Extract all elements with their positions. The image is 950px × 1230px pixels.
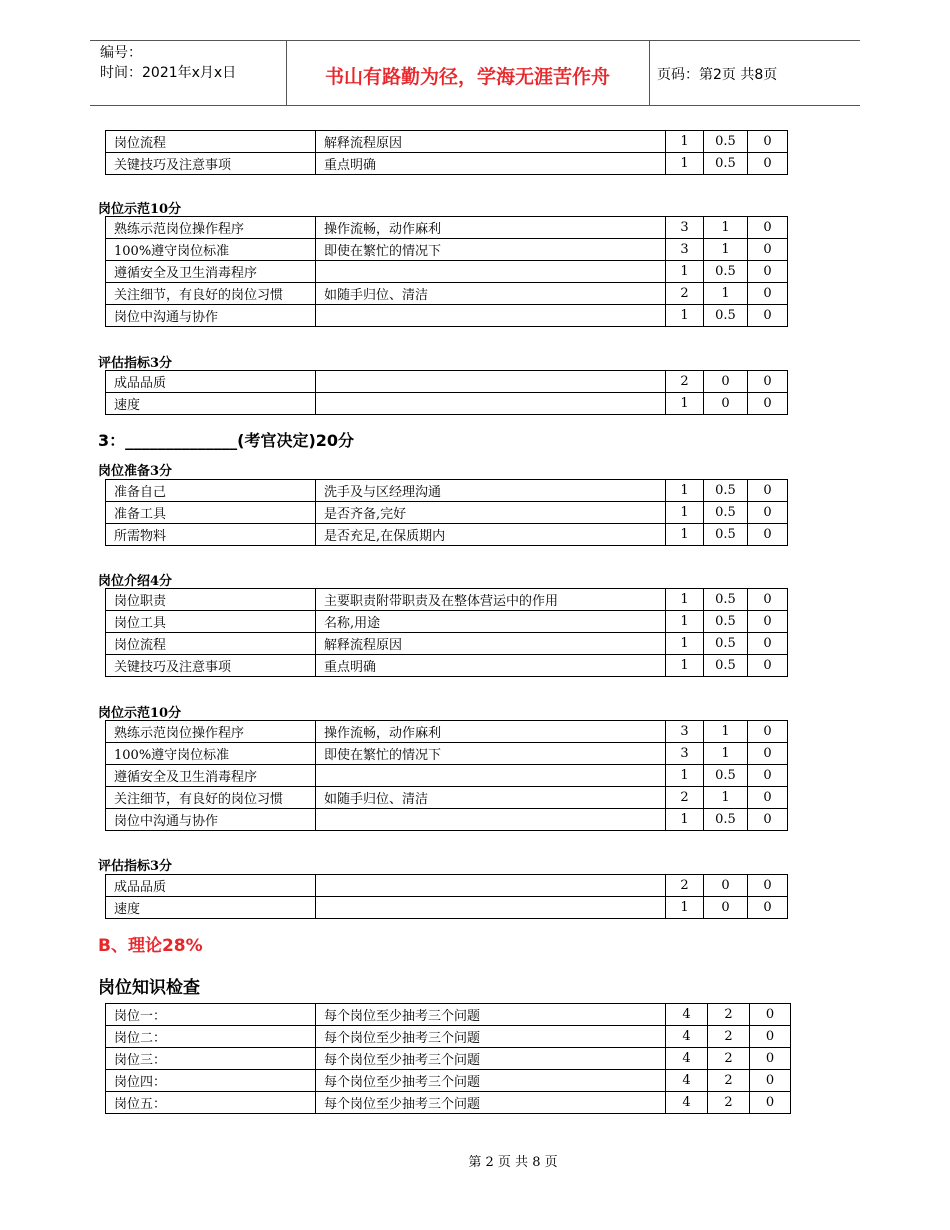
score-partial-cell: 0 bbox=[704, 875, 748, 897]
score-table bbox=[105, 874, 788, 919]
score-full-cell: 4 bbox=[666, 1092, 708, 1114]
item-cell: 关注细节，有良好的岗位习惯 bbox=[106, 787, 316, 809]
score-zero-cell: 0 bbox=[748, 371, 788, 393]
score-zero-cell: 0 bbox=[748, 239, 788, 261]
score-partial-cell: 1 bbox=[704, 217, 748, 239]
item-cell: 关注细节，有良好的岗位习惯 bbox=[106, 283, 316, 305]
item-cell: 关键技巧及注意事项 bbox=[106, 655, 316, 677]
item-cell: 岗位中沟通与协作 bbox=[106, 305, 316, 327]
table-row bbox=[106, 502, 788, 524]
score-full-cell: 1 bbox=[666, 524, 704, 546]
description-cell: 即使在繁忙的情况下 bbox=[316, 239, 666, 261]
section-title: 岗位准备3分 bbox=[98, 464, 173, 479]
score-zero-cell: 0 bbox=[748, 875, 788, 897]
table-row bbox=[106, 633, 788, 655]
item-cell: 准备自己 bbox=[106, 480, 316, 502]
description-cell bbox=[316, 897, 666, 919]
score-zero-cell: 0 bbox=[748, 283, 788, 305]
score-zero-cell: 0 bbox=[748, 809, 788, 831]
score-partial-cell: 0.5 bbox=[704, 305, 748, 327]
score-full-cell: 1 bbox=[666, 765, 704, 787]
table-row bbox=[106, 217, 788, 239]
description-cell: 主要职责附带职责及在整体营运中的作用 bbox=[316, 589, 666, 611]
table-row bbox=[106, 283, 788, 305]
score-zero-cell: 0 bbox=[750, 1026, 791, 1048]
description-cell: 如随手归位、清洁 bbox=[316, 283, 666, 305]
score-zero-cell: 0 bbox=[748, 393, 788, 415]
item-cell: 岗位一： bbox=[106, 1004, 316, 1026]
description-cell bbox=[316, 371, 666, 393]
section-title: 评估指标3分 bbox=[98, 356, 173, 371]
score-full-cell: 1 bbox=[666, 633, 704, 655]
table-row bbox=[106, 1092, 791, 1114]
score-full-cell: 1 bbox=[666, 611, 704, 633]
table-row bbox=[106, 809, 788, 831]
score-partial-cell: 0 bbox=[704, 371, 748, 393]
table-row bbox=[106, 239, 788, 261]
score-partial-cell: 1 bbox=[704, 743, 748, 765]
table-row bbox=[106, 524, 788, 546]
item-cell: 遵循安全及卫生消毒程序 bbox=[106, 765, 316, 787]
score-partial-cell: 2 bbox=[708, 1026, 750, 1048]
score-full-cell: 1 bbox=[666, 589, 704, 611]
section-title: 岗位示范10分 bbox=[98, 706, 182, 721]
description-cell bbox=[316, 305, 666, 327]
description-cell: 重点明确 bbox=[316, 153, 666, 175]
item-cell: 速度 bbox=[106, 393, 316, 415]
score-zero-cell: 0 bbox=[750, 1070, 791, 1092]
part-b-title: B、理论28% bbox=[98, 936, 203, 956]
score-full-cell: 1 bbox=[666, 897, 704, 919]
header-time: 时间：2021年x月x日 bbox=[100, 65, 237, 81]
description-cell bbox=[316, 261, 666, 283]
score-partial-cell: 2 bbox=[708, 1070, 750, 1092]
item-cell: 岗位流程 bbox=[106, 131, 316, 153]
table-row bbox=[106, 611, 788, 633]
description-cell bbox=[316, 809, 666, 831]
score-full-cell: 2 bbox=[666, 875, 704, 897]
description-cell: 每个岗位至少抽考三个问题 bbox=[316, 1092, 666, 1114]
score-full-cell: 4 bbox=[666, 1070, 708, 1092]
table-row bbox=[106, 875, 788, 897]
score-zero-cell: 0 bbox=[748, 217, 788, 239]
item-cell: 岗位三： bbox=[106, 1048, 316, 1070]
score-partial-cell: 0.5 bbox=[704, 655, 748, 677]
section-title: 评估指标3分 bbox=[98, 859, 173, 874]
item-title: 3：______________(考官决定)20分 bbox=[98, 431, 355, 450]
description-cell: 洗手及与区经理沟通 bbox=[316, 480, 666, 502]
table-row bbox=[106, 480, 788, 502]
score-full-cell: 4 bbox=[666, 1026, 708, 1048]
score-zero-cell: 0 bbox=[748, 633, 788, 655]
table-row bbox=[106, 1048, 791, 1070]
score-full-cell: 1 bbox=[666, 305, 704, 327]
score-zero-cell: 0 bbox=[748, 897, 788, 919]
item-cell: 岗位流程 bbox=[106, 633, 316, 655]
score-full-cell: 1 bbox=[666, 393, 704, 415]
score-zero-cell: 0 bbox=[750, 1004, 791, 1026]
table-row bbox=[106, 305, 788, 327]
description-cell: 操作流畅，动作麻利 bbox=[316, 217, 666, 239]
table-row bbox=[106, 1004, 791, 1026]
score-zero-cell: 0 bbox=[750, 1092, 791, 1114]
score-table bbox=[105, 720, 788, 831]
score-full-cell: 4 bbox=[666, 1048, 708, 1070]
score-full-cell: 1 bbox=[666, 153, 704, 175]
description-cell bbox=[316, 765, 666, 787]
table-row bbox=[106, 1026, 791, 1048]
score-partial-cell: 1 bbox=[704, 239, 748, 261]
score-table bbox=[105, 588, 788, 677]
table-row bbox=[106, 721, 788, 743]
description-cell: 操作流畅，动作麻利 bbox=[316, 721, 666, 743]
description-cell: 解释流程原因 bbox=[316, 131, 666, 153]
score-zero-cell: 0 bbox=[748, 502, 788, 524]
score-full-cell: 1 bbox=[666, 261, 704, 283]
score-partial-cell: 0.5 bbox=[704, 153, 748, 175]
score-zero-cell: 0 bbox=[748, 131, 788, 153]
score-table bbox=[105, 479, 788, 546]
score-full-cell: 2 bbox=[666, 371, 704, 393]
item-cell: 所需物料 bbox=[106, 524, 316, 546]
score-zero-cell: 0 bbox=[748, 743, 788, 765]
header-page: 页码：第2页 共8页 bbox=[657, 67, 778, 83]
score-full-cell: 1 bbox=[666, 480, 704, 502]
item-cell: 岗位五： bbox=[106, 1092, 316, 1114]
score-full-cell: 1 bbox=[666, 131, 704, 153]
score-partial-cell: 0.5 bbox=[704, 131, 748, 153]
score-table bbox=[105, 216, 788, 327]
score-zero-cell: 0 bbox=[748, 655, 788, 677]
item-cell: 岗位四： bbox=[106, 1070, 316, 1092]
score-zero-cell: 0 bbox=[748, 153, 788, 175]
score-full-cell: 3 bbox=[666, 721, 704, 743]
description-cell: 每个岗位至少抽考三个问题 bbox=[316, 1004, 666, 1026]
table-row bbox=[106, 743, 788, 765]
score-partial-cell: 0.5 bbox=[704, 809, 748, 831]
header-divider bbox=[649, 40, 650, 105]
description-cell: 是否充足,在保质期内 bbox=[316, 524, 666, 546]
description-cell: 重点明确 bbox=[316, 655, 666, 677]
item-cell: 速度 bbox=[106, 897, 316, 919]
score-partial-cell: 0.5 bbox=[704, 589, 748, 611]
score-full-cell: 3 bbox=[666, 217, 704, 239]
score-zero-cell: 0 bbox=[748, 305, 788, 327]
description-cell: 名称,用途 bbox=[316, 611, 666, 633]
score-partial-cell: 2 bbox=[708, 1092, 750, 1114]
item-cell: 遵循安全及卫生消毒程序 bbox=[106, 261, 316, 283]
item-cell: 岗位二： bbox=[106, 1026, 316, 1048]
description-cell bbox=[316, 393, 666, 415]
table-row bbox=[106, 655, 788, 677]
score-partial-cell: 0.5 bbox=[704, 480, 748, 502]
table-row bbox=[106, 787, 788, 809]
item-cell: 岗位职责 bbox=[106, 589, 316, 611]
score-full-cell: 2 bbox=[666, 283, 704, 305]
header-meta bbox=[100, 43, 236, 83]
table-row bbox=[106, 261, 788, 283]
score-partial-cell: 1 bbox=[704, 787, 748, 809]
score-table bbox=[105, 370, 788, 415]
score-partial-cell: 0.5 bbox=[704, 502, 748, 524]
knowledge-title: 岗位知识检查 bbox=[98, 978, 200, 998]
description-cell: 即使在繁忙的情况下 bbox=[316, 743, 666, 765]
score-partial-cell: 1 bbox=[704, 283, 748, 305]
table-row bbox=[106, 393, 788, 415]
score-partial-cell: 0.5 bbox=[704, 524, 748, 546]
header-top-rule bbox=[90, 40, 860, 41]
score-partial-cell: 0 bbox=[704, 393, 748, 415]
section-title: 岗位示范10分 bbox=[98, 202, 182, 217]
item-cell: 准备工具 bbox=[106, 502, 316, 524]
description-cell: 每个岗位至少抽考三个问题 bbox=[316, 1048, 666, 1070]
score-partial-cell: 0.5 bbox=[704, 611, 748, 633]
item-cell: 熟练示范岗位操作程序 bbox=[106, 721, 316, 743]
header-slogan: 书山有路勤为径，学海无涯苦作舟 bbox=[324, 66, 610, 88]
score-zero-cell: 0 bbox=[748, 721, 788, 743]
table-row bbox=[106, 897, 788, 919]
description-cell bbox=[316, 875, 666, 897]
table-row bbox=[106, 1070, 791, 1092]
score-zero-cell: 0 bbox=[748, 611, 788, 633]
section-title: 岗位介绍4分 bbox=[98, 574, 173, 589]
score-zero-cell: 0 bbox=[750, 1048, 791, 1070]
score-full-cell: 1 bbox=[666, 502, 704, 524]
score-partial-cell: 2 bbox=[708, 1004, 750, 1026]
score-partial-cell: 0.5 bbox=[704, 633, 748, 655]
score-full-cell: 4 bbox=[666, 1004, 708, 1026]
score-zero-cell: 0 bbox=[748, 524, 788, 546]
score-partial-cell: 0.5 bbox=[704, 765, 748, 787]
score-full-cell: 1 bbox=[666, 809, 704, 831]
score-table bbox=[105, 130, 788, 175]
score-full-cell: 2 bbox=[666, 787, 704, 809]
item-cell: 100%遵守岗位标准 bbox=[106, 239, 316, 261]
table-row bbox=[106, 589, 788, 611]
score-zero-cell: 0 bbox=[748, 480, 788, 502]
score-zero-cell: 0 bbox=[748, 765, 788, 787]
item-cell: 成品品质 bbox=[106, 875, 316, 897]
page-footer: 第 2 页 共 8 页 bbox=[468, 1155, 558, 1170]
score-partial-cell: 1 bbox=[704, 721, 748, 743]
table-row bbox=[106, 153, 788, 175]
score-zero-cell: 0 bbox=[748, 787, 788, 809]
score-table bbox=[105, 1003, 791, 1114]
score-partial-cell: 2 bbox=[708, 1048, 750, 1070]
description-cell: 每个岗位至少抽考三个问题 bbox=[316, 1026, 666, 1048]
description-cell: 是否齐备,完好 bbox=[316, 502, 666, 524]
table-row bbox=[106, 371, 788, 393]
score-zero-cell: 0 bbox=[748, 589, 788, 611]
score-full-cell: 3 bbox=[666, 239, 704, 261]
item-cell: 100%遵守岗位标准 bbox=[106, 743, 316, 765]
description-cell: 每个岗位至少抽考三个问题 bbox=[316, 1070, 666, 1092]
item-cell: 关键技巧及注意事项 bbox=[106, 153, 316, 175]
score-zero-cell: 0 bbox=[748, 261, 788, 283]
table-row bbox=[106, 131, 788, 153]
description-cell: 如随手归位、清洁 bbox=[316, 787, 666, 809]
header-bottom-rule bbox=[90, 105, 860, 106]
score-full-cell: 1 bbox=[666, 655, 704, 677]
score-partial-cell: 0 bbox=[704, 897, 748, 919]
item-cell: 岗位中沟通与协作 bbox=[106, 809, 316, 831]
item-cell: 岗位工具 bbox=[106, 611, 316, 633]
item-cell: 成品品质 bbox=[106, 371, 316, 393]
header-code: 编号： bbox=[100, 45, 142, 61]
item-cell: 熟练示范岗位操作程序 bbox=[106, 217, 316, 239]
description-cell: 解释流程原因 bbox=[316, 633, 666, 655]
table-row bbox=[106, 765, 788, 787]
score-partial-cell: 0.5 bbox=[704, 261, 748, 283]
score-full-cell: 3 bbox=[666, 743, 704, 765]
